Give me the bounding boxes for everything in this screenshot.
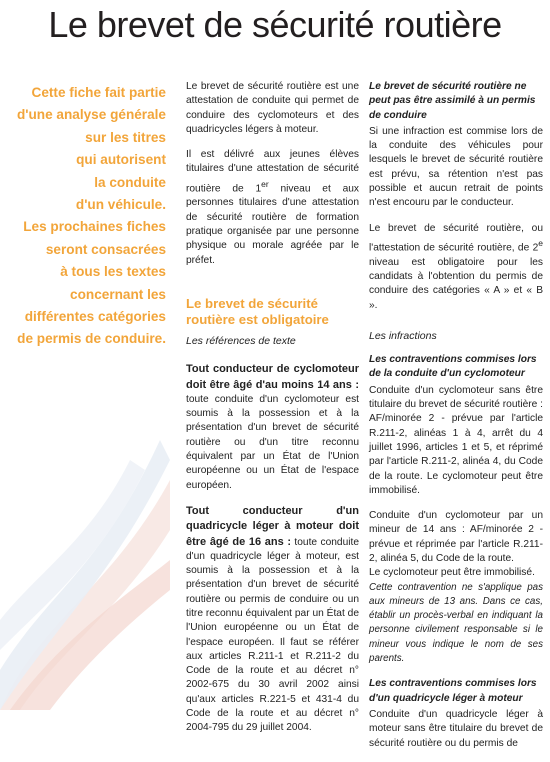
paragraph: Le cyclomoteur peut être immobilisé. — [369, 567, 535, 579]
paragraph: Conduite d'un cyclomoteur sans être titulaire du brevet de sécurité routière : AF/minorée 2 - prévue par l'article R.211-2, alinéas 1 à 4, arrêt du 4 juillet 1996, articles 1 et 5, et réprimé par l'article R.211-2, alinéa 4, du Code de la route. Le cyclomoteur peut être immobilisé. — [369, 384, 543, 496]
section-label: Les infractions — [369, 329, 437, 342]
intro-line: concernant les — [70, 286, 166, 302]
column-middle — [186, 80, 359, 747]
page-title: Le brevet de sécurité routière — [48, 4, 502, 45]
paragraph: Conduite d'un cyclomoteur par un mineur de 14 ans : AF/minorée 2 - prévue et réprimée par l'article R.211-2, alinéa 5, du Code de la route. — [369, 510, 543, 564]
decorative-swirl-background — [0, 420, 170, 710]
intro-line: la conduite — [94, 174, 166, 190]
heading-italic: Les contraventions commises lors de la conduite d'un cyclomoteur — [369, 354, 537, 380]
title-bar — [0, 0, 550, 52]
paragraph: Il est délivré aux jeunes élèves titulaires d'une attestation de sécurité routière de 1er niveau et aux personnes titulaires d'une attestation de sécurité routière de formation pratique organisée par une personne physique ou morale agréée par le préfet. — [186, 149, 359, 266]
section-heading: Le brevet de sécurité routière est obligatoire — [186, 295, 329, 327]
heading-italic: Les contraventions commises lors d'un quadricycle léger à moteur — [369, 678, 537, 704]
intro-line: sur les titres — [85, 129, 166, 145]
intro-line: Cette fiche fait partie — [31, 85, 166, 100]
heading-italic: Le brevet de sécurité routière ne peut pas être assimilé à un permis de conduire — [369, 81, 536, 121]
subheading: Les références de texte — [186, 334, 296, 347]
intro-line: Les prochaines fiches — [23, 219, 166, 235]
paragraph: Le brevet de sécurité routière, ou l'attestation de sécurité routière, de 2e niveau est obligatoire pour les candidats à l'obtention du permis de conduire des catégories « A » et « B ». — [369, 222, 543, 311]
intro-sidebar — [6, 82, 166, 351]
intro-line: d'un véhicule. — [75, 197, 166, 213]
intro-line: de permis de conduire. — [17, 331, 166, 347]
note: Cette contravention ne s'applique pas aux mineurs de 13 ans. Dans ce cas, établir un procès-verbal en indiquant la personne civilement responsable si le mineur vous indique le nom de ses parents. — [369, 581, 543, 665]
paragraph: Conduite d'un quadricycle léger à moteur sans être titulaire du brevet de sécurité routière ou du permis de — [369, 708, 543, 749]
rule-block: Tout conducteur d'un quadricycle léger à moteur doit être âgé de 16 ans : toute conduite d'un quadricycle léger à moteur, est soumis à la possession et à la présentation d'un brevet de sécurité routière ou permis de conduire ou un titre reconnu équivalent par un État de l'Union européenne ou un État de l'espace européen. Il faut se référer aux articles R.211-1 et R.211-2 du Code de la route et au décret n° 2002-675 du 30 avril 2002 ainsi qu'aux articles R.221-5 et 431-4 du Code de la route et au décret n° 2004-795 du 29 juillet 2004. — [186, 504, 359, 734]
paragraph: Le brevet de sécurité routière est une attestation de conduite qui permet de conduire des cyclomoteurs et des quadricycles légers à moteur. — [186, 81, 359, 135]
intro-line: à tous les textes — [60, 264, 166, 280]
intro-line: d'une analyse générale — [16, 107, 166, 123]
column-right — [369, 80, 543, 762]
intro-line: différentes catégories — [24, 309, 166, 325]
rule-block: Tout conducteur de cyclomoteur doit être âgé d'au moins 14 ans : toute conduite d'un cyclomoteur est soumis à la possession et à la présentation d'un brevet de sécurité routière ou d'un titre reconnu équivalent par un État de l'Union européenne ou un État de l'espace européen. — [186, 363, 359, 491]
intro-line: seront consacrées — [45, 241, 166, 257]
paragraph: Si une infraction est commise lors de la conduite des véhicules pour lesquels le brevet de sécurité routière est prévu, sa rétention n'est pas possible et aucun retrait de points n'est encouru par le conducteur. — [369, 125, 543, 209]
intro-line: qui autorisent — [76, 152, 166, 168]
